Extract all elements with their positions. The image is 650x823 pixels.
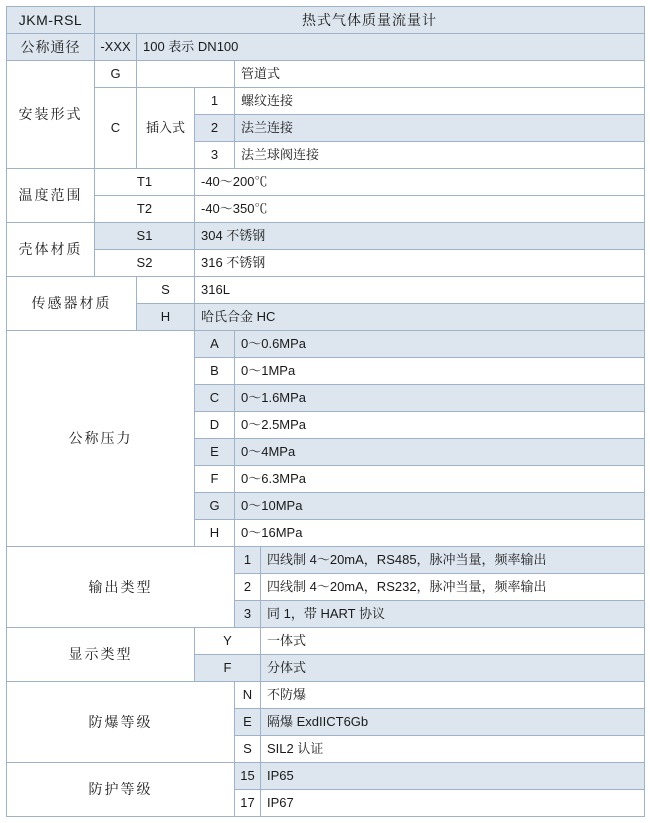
nominal-diameter-code-cell [95, 34, 137, 61]
pressure-code-g-cell [195, 493, 235, 520]
pressure-code-h: H [209, 524, 220, 540]
install-flange-value: 法兰连接 [241, 119, 294, 135]
shell-value-s1: 304 不锈钢 [201, 227, 266, 243]
table-row-display-y [7, 628, 645, 655]
pressure-code-b: B [210, 362, 219, 378]
install-code-2: 2 [210, 119, 219, 135]
protection-value-17-cell [261, 790, 645, 817]
pressure-value-a-cell [235, 331, 645, 358]
table-row-temp-t2 [7, 196, 645, 223]
table-row-sensor-s [7, 277, 645, 304]
install-ballvalve-value-cell [235, 142, 645, 169]
explosion-proof-label-cell [7, 682, 235, 763]
table-row-output-1 [7, 547, 645, 574]
table-row-install-pipe [7, 61, 645, 88]
pressure-code-c: C [209, 389, 220, 405]
output-code-3: 3 [243, 605, 252, 621]
table-row-exproof-n [7, 682, 645, 709]
exproof-value-e: 隔爆 ExdIICT6Gb [267, 713, 369, 729]
model-selection-table [6, 6, 645, 817]
pressure-value-a: 0～0.6MPa [241, 335, 307, 351]
explosion-proof-label: 防爆等级 [88, 713, 153, 730]
protection-code-15: 15 [240, 767, 255, 783]
pressure-value-d-cell [235, 412, 645, 439]
display-value-y: 一体式 [267, 632, 307, 648]
display-value-f-cell [261, 655, 645, 682]
sensor-value-s: 316L [201, 281, 230, 297]
pressure-value-g-cell [235, 493, 645, 520]
pressure-code-f: F [210, 470, 219, 486]
output-code-3-cell [235, 601, 261, 628]
install-code-3-cell [195, 142, 235, 169]
exproof-value-n-cell [261, 682, 645, 709]
shell-code-s2: S2 [136, 254, 153, 270]
install-thread-value-cell [235, 88, 645, 115]
display-code-y-cell [195, 628, 261, 655]
exproof-code-n: N [242, 686, 253, 702]
table-row-shell-s2 [7, 250, 645, 277]
pressure-value-b-cell [235, 358, 645, 385]
install-thread-value: 螺纹连接 [241, 92, 294, 108]
install-pipe-spacer [137, 61, 235, 88]
output-value-1-cell [261, 547, 645, 574]
display-type-label-cell [7, 628, 195, 682]
protection-value-15-cell [261, 763, 645, 790]
table-row-nominal-diameter [7, 34, 645, 61]
output-code-2-cell [235, 574, 261, 601]
shell-code-s2-cell [95, 250, 195, 277]
protection-value-15: IP65 [267, 767, 294, 783]
nominal-diameter-value: 100 表示 DN100 [143, 38, 239, 54]
pressure-value-g: 0～10MPa [241, 497, 303, 513]
pressure-value-e-cell [235, 439, 645, 466]
pressure-value-c: 0～1.6MPa [241, 389, 307, 405]
output-value-1: 四线制 4～20mA，RS485，脉冲当量，频率输出 [267, 551, 547, 567]
table-row-header [7, 7, 645, 34]
temp-code-t2: T2 [136, 200, 153, 216]
protection-code-17-cell [235, 790, 261, 817]
output-value-2-cell [261, 574, 645, 601]
table-row-install-thread [7, 88, 645, 115]
output-code-2: 2 [243, 578, 252, 594]
protection-code-15-cell [235, 763, 261, 790]
pressure-value-h-cell [235, 520, 645, 547]
pressure-code-d: D [209, 416, 220, 432]
temp-value-t2: -40～350℃ [201, 200, 268, 216]
shell-value-s2-cell [195, 250, 645, 277]
model-code: JKM-RSL [18, 11, 83, 28]
install-code-g-cell [95, 61, 137, 88]
install-code-3: 3 [210, 146, 219, 162]
pressure-value-c-cell [235, 385, 645, 412]
nominal-pressure-label: 公称压力 [68, 430, 133, 447]
shell-code-s1: S1 [136, 227, 153, 243]
pressure-code-a: A [210, 335, 219, 351]
sensor-value-s-cell [195, 277, 645, 304]
nominal-diameter-value-cell [137, 34, 645, 61]
pressure-code-e-cell [195, 439, 235, 466]
product-title: 热式气体质量流量计 [95, 8, 644, 32]
temperature-label-cell [7, 169, 95, 223]
temp-value-t1-cell [195, 169, 645, 196]
exproof-code-s-cell [235, 736, 261, 763]
protection-code-17: 17 [240, 794, 255, 810]
install-ballvalve-value: 法兰球阀连接 [241, 146, 320, 162]
pressure-code-g: G [209, 497, 220, 513]
shell-value-s1-cell [195, 223, 645, 250]
exproof-value-s: SIL2 认证 [267, 740, 324, 756]
exproof-value-e-cell [261, 709, 645, 736]
table-row-protection-15 [7, 763, 645, 790]
output-type-label: 输出类型 [88, 578, 153, 595]
install-code-1: 1 [210, 92, 219, 108]
protection-level-label-cell [7, 763, 235, 817]
install-pipe-value-cell [235, 61, 645, 88]
display-value-f: 分体式 [267, 659, 307, 675]
nominal-pressure-label-cell [7, 331, 195, 547]
pressure-code-b-cell [195, 358, 235, 385]
install-type-label-cell [7, 61, 95, 169]
pressure-value-f-cell [235, 466, 645, 493]
install-flange-value-cell [235, 115, 645, 142]
product-title-cell [95, 7, 645, 34]
exproof-code-e-cell [235, 709, 261, 736]
protection-level-label: 防护等级 [88, 781, 153, 798]
pressure-value-h: 0～16MPa [241, 524, 303, 540]
output-type-label-cell [7, 547, 235, 628]
display-code-f-cell [195, 655, 261, 682]
display-type-label: 显示类型 [68, 646, 133, 663]
install-type-label: 安装形式 [18, 106, 83, 123]
output-value-2: 四线制 4～20mA，RS232，脉冲当量，频率输出 [267, 578, 547, 594]
display-code-f: F [223, 659, 232, 675]
protection-value-17: IP67 [267, 794, 294, 810]
temperature-label: 温度范围 [18, 187, 83, 204]
sensor-value-h: 哈氏合金 HC [201, 308, 276, 324]
sensor-code-s-cell [137, 277, 195, 304]
sensor-value-h-cell [195, 304, 645, 331]
install-pipe-value: 管道式 [241, 65, 281, 81]
model-code-cell [7, 7, 95, 34]
sensor-code-h-cell [137, 304, 195, 331]
install-code-c: C [110, 119, 121, 135]
pressure-code-c-cell [195, 385, 235, 412]
output-value-3: 同 1，带 HART 协议 [267, 605, 385, 621]
output-value-3-cell [261, 601, 645, 628]
nominal-diameter-label: 公称通径 [20, 38, 81, 55]
pressure-code-a-cell [195, 331, 235, 358]
install-insert-label-cell [137, 88, 195, 169]
pressure-code-f-cell [195, 466, 235, 493]
pressure-value-e: 0～4MPa [241, 443, 296, 459]
output-code-1-cell [235, 547, 261, 574]
display-value-y-cell [261, 628, 645, 655]
install-code-1-cell [195, 88, 235, 115]
install-insert-label: 插入式 [145, 119, 185, 135]
sensor-material-label-cell [7, 277, 137, 331]
pressure-value-b: 0～1MPa [241, 362, 296, 378]
pressure-code-h-cell [195, 520, 235, 547]
shell-code-s1-cell [95, 223, 195, 250]
sensor-code-h: H [160, 308, 171, 324]
temp-value-t2-cell [195, 196, 645, 223]
nominal-diameter-label-cell [7, 34, 95, 61]
temp-value-t1: -40～200℃ [201, 173, 268, 189]
pressure-code-d-cell [195, 412, 235, 439]
temp-code-t1-cell [95, 169, 195, 196]
exproof-code-s: S [243, 740, 252, 756]
pressure-value-d: 0～2.5MPa [241, 416, 307, 432]
install-code-2-cell [195, 115, 235, 142]
pressure-code-e: E [210, 443, 219, 459]
nominal-diameter-code: -XXX [100, 38, 131, 54]
table-row-pressure-a [7, 331, 645, 358]
sensor-code-s: S [161, 281, 170, 297]
pressure-value-f: 0～6.3MPa [241, 470, 307, 486]
install-pipe-spacer-inner [137, 71, 234, 77]
exproof-code-n-cell [235, 682, 261, 709]
shell-material-label: 壳体材质 [18, 241, 83, 258]
exproof-value-n: 不防爆 [267, 686, 307, 702]
sensor-material-label: 传感器材质 [31, 295, 112, 312]
output-code-1: 1 [243, 551, 252, 567]
display-code-y: Y [223, 632, 232, 648]
shell-value-s2: 316 不锈钢 [201, 254, 266, 270]
install-code-c-cell [95, 88, 137, 169]
temp-code-t2-cell [95, 196, 195, 223]
shell-material-label-cell [7, 223, 95, 277]
install-code-g: G [110, 65, 121, 81]
exproof-code-e: E [243, 713, 252, 729]
table-row-shell-s1 [7, 223, 645, 250]
temp-code-t1: T1 [136, 173, 153, 189]
exproof-value-s-cell [261, 736, 645, 763]
table-row-temp-t1 [7, 169, 645, 196]
